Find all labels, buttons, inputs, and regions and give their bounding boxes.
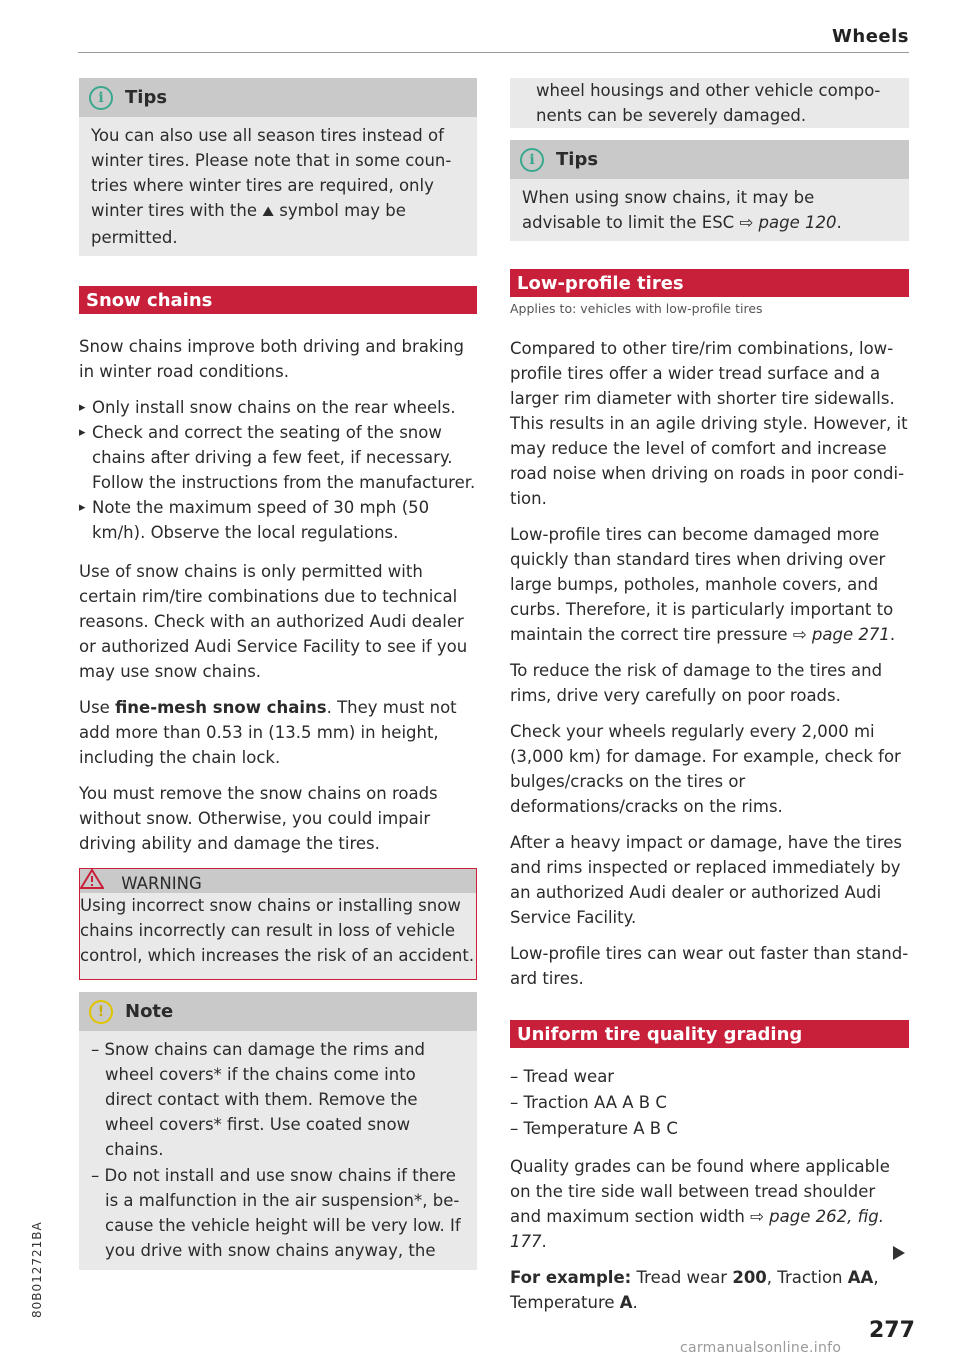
text-part: . (836, 213, 842, 232)
warning-header (80, 869, 476, 893)
tips-body (510, 179, 909, 241)
uniform-paragraph (510, 1154, 909, 1254)
note-list (91, 1037, 465, 1263)
section-heading-uniform-tire-quality: Uniform tire quality grading (510, 1020, 909, 1048)
warning-body (80, 893, 476, 968)
example-paragraph (510, 1265, 909, 1315)
tips-text-part2: symbol may be permitted. (91, 201, 406, 247)
text-part: Tread wear (631, 1268, 733, 1287)
snow-chains-paragraph (79, 695, 477, 770)
text-part: Quality grades can be found where applicable on the tire side wall between tread shoulder and maximum section width (510, 1157, 890, 1226)
low-profile-paragraph: Check your wheels regularly every 2,000 mi (3,000 km) for damage. For example, check for bulges/cracks on the tires or deformations/cracks on the rims. (510, 722, 901, 816)
note-item: – Snow chains can damage the rims and wheel covers* if the chains come into direct contact with them. Remove the wheel covers* first. Use coated snow chains. (91, 1040, 425, 1159)
text-part: When using snow chains, it may be advisable to limit the ESC (522, 188, 815, 232)
low-profile-paragraph: Compared to other tire/rim combinations, lowprofile tires offer a wider tread surface and a larger rim diameter with shorter tire sidewalls. This results in an agile driving style. However, it may reduce the level of comfort and increase road noise when driving on roads in poor condition. (510, 339, 908, 508)
quality-grade-list (510, 1064, 909, 1142)
page-reference-link[interactable]: ⇨ page 271 (792, 625, 890, 644)
tips-header (79, 78, 477, 117)
quality-grade-item: – Temperature A B C (510, 1119, 678, 1138)
warning-box (79, 868, 477, 980)
text-part: , Temperature (510, 1268, 879, 1312)
bold-term: fine-mesh snow chains (115, 698, 327, 717)
warning-triangle-icon (80, 869, 104, 889)
low-profile-paragraph: After a heavy impact or damage, have the tires and rims inspected or replaced immediately by an authorized Audi dealer or authorized Audi Service Facility. (510, 833, 903, 927)
text-part: . (632, 1293, 638, 1312)
left-column (79, 78, 477, 1282)
tips-header (510, 140, 909, 179)
document-code: 80B012721BA (30, 1221, 44, 1318)
warning-text: Using incorrect snow chains or installing snow chains incorrectly can result in loss of vehicle control, which increases the risk of an accident. (80, 896, 475, 965)
example-label: For example: (510, 1268, 632, 1287)
step-item: ▸ Note the maximum speed of 30 mph (50 km/h). Observe the local regulations. (79, 495, 477, 545)
text-part: , Traction (766, 1268, 848, 1287)
text-part: . (889, 625, 896, 644)
tips-heading: Tips (556, 149, 599, 170)
snow-chains-paragraph: You must remove the snow chains on roads without snow. Otherwise, you could impair driving ability and damage the tires. (79, 784, 438, 853)
low-profile-paragraph: Low-profile tires can wear out faster than standard tires. (510, 944, 909, 988)
watermark: carmanualsonline.info (680, 1340, 842, 1356)
note-body (79, 1031, 477, 1270)
text-part: Use (79, 698, 116, 717)
page-reference-link[interactable]: ⇨ page 120 (739, 213, 837, 232)
step-item: ▸ Check and correct the seating of the snow chains after driving a few feet, if necessary. Follow the instructions from the manufacturer. (79, 420, 477, 495)
info-icon: i (89, 86, 113, 110)
tips-text (522, 185, 897, 235)
text-part: Low-profile tires can become damaged more quickly than standard tires when driving over large bumps, potholes, manhole covers, and curbs. Therefore, it is particularly important to maintain the correct tire pressure (510, 525, 894, 644)
continue-arrow-icon (893, 1246, 905, 1260)
snow-chains-paragraph: Use of snow chains is only permitted with certain rim/tire combinations due to technical reasons. Check with an authorized Audi dealer or authorized Audi Service Facility to see if you may use snow chains. (79, 562, 468, 681)
low-profile-paragraph (510, 522, 909, 647)
info-icon: i (520, 148, 544, 172)
text-part: . They must not add more than 0.53 in (13.5 mm) in height, including the chain lock. (79, 698, 457, 767)
note-header (79, 992, 477, 1031)
example-value: AA (847, 1268, 874, 1287)
quality-grade-item: – Traction AA A B C (510, 1093, 667, 1112)
page-reference-link[interactable]: ⇨ page 262, fig. 177 (510, 1207, 884, 1251)
low-profile-paragraph: To reduce the risk of damage to the tires and rims, drive very carefully on poor roads. (510, 661, 883, 705)
note-continuation-body (510, 78, 909, 128)
section-heading-low-profile-tires: Low-profile tires (510, 269, 909, 297)
warning-heading: WARNING (121, 874, 202, 893)
snow-chains-steps (79, 395, 477, 545)
example-value: A (619, 1293, 633, 1312)
page-header (78, 22, 909, 53)
page-number: 277 (869, 1318, 915, 1343)
applies-to-note: Applies to: vehicles with low-profile tires (510, 301, 763, 316)
example-value: 200 (732, 1268, 767, 1287)
page-header-title: Wheels (832, 26, 909, 47)
step-item: ▸ Only install snow chains on the rear wheels. (79, 395, 477, 420)
tips-text-part1: You can also use all season tires instead of winter tires. Please note that in some countries where winter tires are required, only winter tires with the (91, 126, 452, 220)
section-heading-snow-chains: Snow chains (79, 286, 477, 314)
tips-box (79, 78, 477, 256)
tips-heading: Tips (125, 87, 168, 108)
tips-text (91, 123, 465, 250)
note-item: – Do not install and use snow chains if there is a malfunction in the air suspension*, because the vehicle height will be very low. If you drive with snow chains anyway, the (91, 1166, 461, 1260)
right-column (510, 78, 909, 1326)
text-part: . (541, 1232, 547, 1251)
tips-box-2 (510, 140, 909, 241)
note-continuation-box (510, 78, 909, 128)
mountain-snowflake-icon: ⛰ (262, 204, 274, 220)
snow-chains-intro: Snow chains improve both driving and braking in winter road conditions. (79, 337, 464, 381)
note-heading: Note (125, 1001, 174, 1022)
tips-body (79, 117, 477, 256)
note-continuation-text: wheel housings and other vehicle components can be severely damaged. (536, 81, 881, 125)
quality-grade-item: – Tread wear (510, 1067, 615, 1086)
exclamation-circle-icon: ! (89, 1000, 113, 1024)
note-box (79, 992, 477, 1270)
